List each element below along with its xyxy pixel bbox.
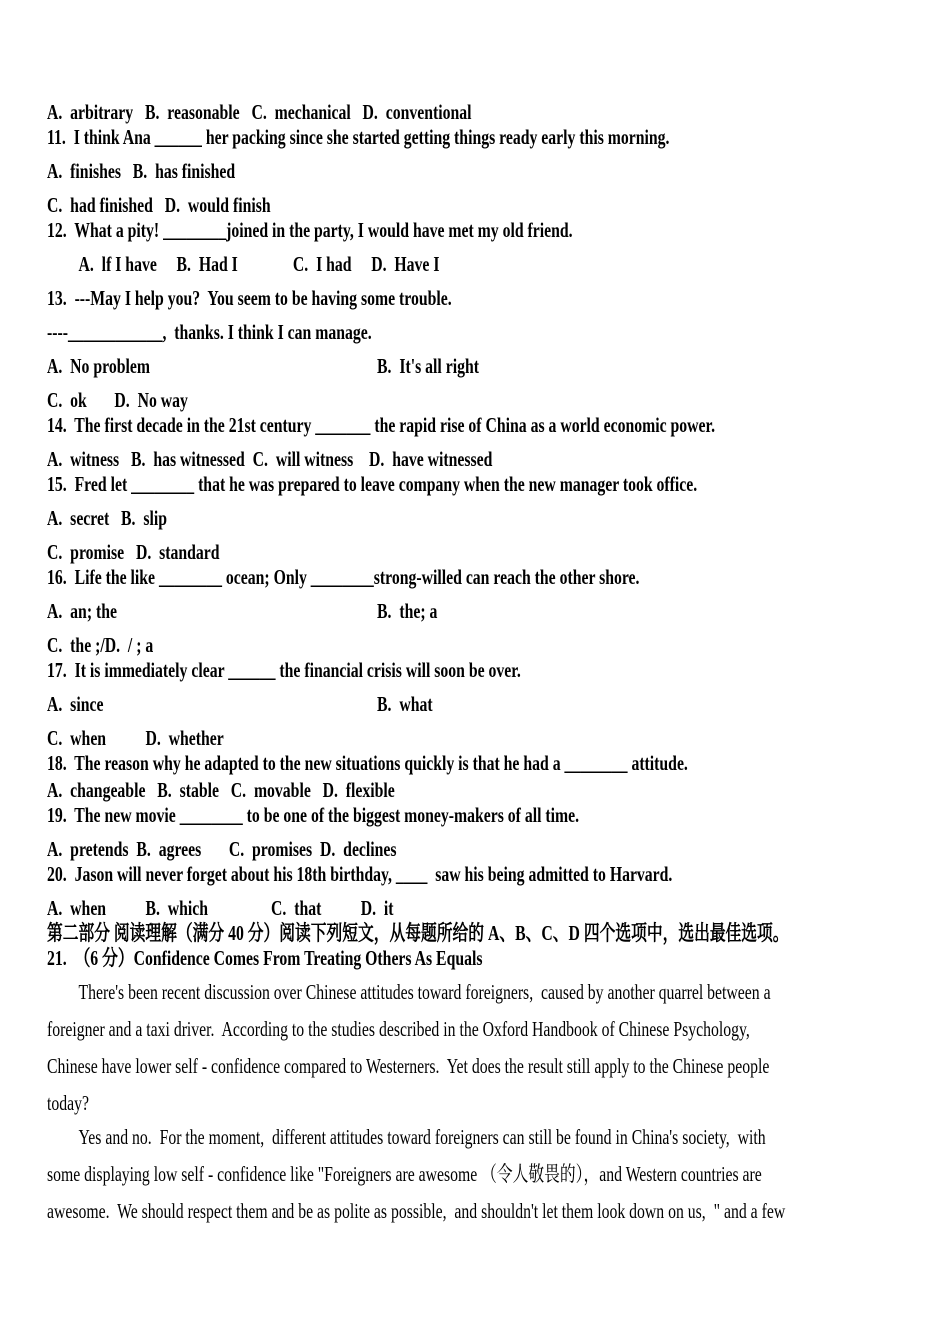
text-line: 第二部分 阅读理解（满分 40 分）阅读下列短文，从每题所给的 A、B、C、D 四个选项中，选出最佳选项。 bbox=[47, 921, 789, 945]
option-column-left: A. an; the bbox=[47, 599, 118, 623]
option-column-left: A. No problem bbox=[47, 354, 150, 378]
text-line: 17. It is immediately clear ______ the financial crisis will soon be over. bbox=[47, 658, 521, 682]
text-line: 18. The reason why he adapted to the new situations quickly is that he had a ________ attitude. bbox=[47, 751, 688, 775]
option-column-right: B. what bbox=[377, 692, 433, 716]
text-line: 16. Life the like ________ ocean; Only ________strong-willed can reach the other shore. bbox=[47, 565, 640, 589]
text-line: ----____________, thanks. I think I can manage. bbox=[47, 320, 372, 344]
text-line: 12. What a pity! ________joined in the party, I would have met my old friend. bbox=[47, 218, 573, 242]
text-line: C. the ;/D. / ; a bbox=[47, 633, 154, 657]
text-line: C. had finished D. would finish bbox=[47, 193, 271, 217]
text-line: 15. Fred let ________ that he was prepared to leave company when the new manager took office. bbox=[47, 472, 698, 496]
text-line: A. finishes B. has finished bbox=[47, 159, 236, 183]
option-column-right: B. the; a bbox=[377, 599, 438, 623]
text-line: 19. The new movie ________ to be one of the biggest money-makers of all time. bbox=[47, 803, 580, 827]
text-line: today? bbox=[47, 1091, 89, 1115]
text-line: A. when B. which C. that D. it bbox=[47, 896, 394, 920]
text-line: Chinese have lower self - confidence compared to Westerners. Yet does the result still apply to the Chinese people bbox=[47, 1054, 770, 1078]
text-line: A. changeable B. stable C. movable D. flexible bbox=[47, 778, 395, 802]
option-column-left: A. since bbox=[47, 692, 104, 716]
text-line: C. ok D. No way bbox=[47, 388, 188, 412]
text-line: 14. The first decade in the 21st century _______ the rapid rise of China as a world economic power. bbox=[47, 413, 716, 437]
text-line: 20. Jason will never forget about his 18th birthday, ____ saw his being admitted to Harvard. bbox=[47, 862, 673, 886]
text-line: 11. I think Ana ______ her packing since she started getting things ready early this morning. bbox=[47, 125, 670, 149]
text-line: A. witness B. has witnessed C. will witness D. have witnessed bbox=[47, 447, 493, 471]
text-line bbox=[47, 692, 724, 716]
text-line: C. promise D. standard bbox=[47, 540, 220, 564]
text-line bbox=[47, 354, 724, 378]
text-line: There's been recent discussion over Chinese attitudes toward foreigners, caused by another quarrel between a bbox=[78, 980, 771, 1004]
text-line: some displaying low self - confidence like "Foreigners are awesome （令人敬畏的），and Western countries are bbox=[47, 1162, 762, 1186]
text-line bbox=[47, 599, 724, 623]
text-line: awesome. We should respect them and be as polite as possible, and shouldn't let them look down on us, " and a few bbox=[47, 1199, 786, 1223]
text-line: A. pretends B. agrees C. promises D. declines bbox=[47, 837, 397, 861]
option-column-right: B. It's all right bbox=[377, 354, 479, 378]
text-line: A. arbitrary B. reasonable C. mechanical D. conventional bbox=[47, 100, 472, 124]
text-line: A. secret B. slip bbox=[47, 506, 168, 530]
text-line: 21. （6 分）Confidence Comes From Treating Others As Equals bbox=[47, 946, 483, 970]
text-line: foreigner and a taxi driver. According to the studies described in the Oxford Handbook of Chinese Psychology, bbox=[47, 1017, 750, 1041]
text-line: 13. ---May I help you? You seem to be having some trouble. bbox=[47, 286, 452, 310]
text-line: Yes and no. For the moment, different attitudes toward foreigners can still be found in China's society, with bbox=[78, 1125, 766, 1149]
text-line: C. when D. whether bbox=[47, 726, 224, 750]
text-line: A. lf I have B. Had I C. I had D. Have I bbox=[78, 252, 440, 276]
